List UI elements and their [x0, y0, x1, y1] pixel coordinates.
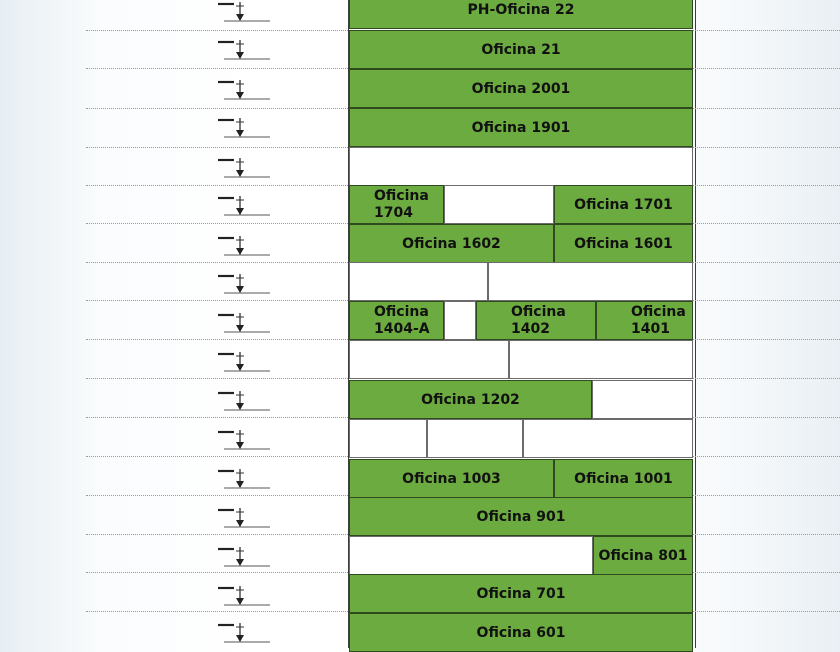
elevation-marker-icon: [214, 234, 274, 258]
office-unit-label: Oficina 1701: [574, 196, 673, 213]
office-unit-occupied: [596, 301, 693, 340]
office-unit-label: Oficina 801: [598, 547, 688, 564]
office-unit-label: Oficina 1602: [402, 235, 501, 252]
office-unit-occupied: [349, 497, 693, 536]
office-unit-occupied: [554, 459, 693, 498]
office-unit-vacant: [349, 340, 509, 379]
office-unit-occupied: [349, 301, 444, 340]
office-unit-label: Oficina 901: [476, 508, 566, 525]
office-unit-occupied: [349, 380, 592, 419]
office-unit-label: Oficina 21: [481, 41, 561, 58]
elevation-marker-icon: [214, 350, 274, 374]
office-unit-occupied: [554, 224, 693, 263]
office-unit-label: Oficina 1901: [471, 119, 571, 136]
elevation-marker-icon: [214, 389, 274, 413]
elevation-marker-icon: [214, 78, 274, 102]
office-unit-occupied: [476, 301, 596, 340]
office-unit-vacant: [349, 419, 427, 458]
office-unit-occupied: [349, 613, 693, 652]
office-unit-vacant: [444, 301, 476, 340]
office-unit-vacant: [523, 419, 693, 458]
office-unit-label: Oficina 1001: [574, 470, 673, 487]
office-unit-label: PH-Oficina 22: [467, 1, 575, 18]
elevation-marker-icon: [214, 428, 274, 452]
elevation-marker-icon: [214, 584, 274, 608]
office-unit-occupied: [349, 574, 693, 613]
office-unit-vacant: [592, 380, 693, 419]
office-unit-vacant: [509, 340, 693, 379]
office-unit-label: Oficina 1003: [402, 470, 501, 487]
office-unit-occupied: [349, 459, 554, 498]
office-unit-vacant: [349, 147, 693, 186]
elevation-marker-icon: [214, 621, 274, 645]
elevation-marker-icon: [214, 545, 274, 569]
office-unit-occupied: [349, 30, 693, 69]
elevation-marker-icon: [214, 272, 274, 296]
elevation-marker-icon: [214, 194, 274, 218]
office-unit-label: Oficina 1402: [511, 304, 566, 337]
office-unit-occupied: [349, 224, 554, 263]
office-unit-vacant: [349, 536, 593, 575]
office-unit-label: Oficina 2001: [471, 80, 571, 97]
office-unit-vacant: [349, 262, 488, 301]
elevation-marker-icon: [214, 156, 274, 180]
office-unit-vacant: [488, 262, 693, 301]
office-unit-label: Oficina 1401: [631, 304, 686, 337]
elevation-marker-icon: [214, 506, 274, 530]
office-unit-occupied: [554, 185, 693, 224]
office-unit-label: Oficina 1601: [574, 235, 673, 252]
elevation-marker-icon: [214, 311, 274, 335]
elevation-marker-icon: [214, 467, 274, 491]
office-unit-label: Oficina 601: [476, 624, 566, 641]
elevation-marker-icon: [214, 38, 274, 62]
office-unit-occupied: [349, 69, 693, 108]
office-unit-occupied: [349, 0, 693, 29]
office-unit-occupied: [593, 536, 693, 575]
office-unit-vacant: [444, 185, 554, 224]
elevation-marker-icon: [214, 0, 274, 24]
office-unit-occupied: [349, 108, 693, 147]
elevation-marker-icon: [214, 116, 274, 140]
office-unit-label: Oficina 1704: [374, 188, 429, 221]
office-unit-occupied: [349, 185, 444, 224]
office-unit-vacant: [427, 419, 523, 458]
office-unit-label: Oficina 1202: [421, 391, 520, 408]
office-unit-label: Oficina 1404-A: [374, 304, 430, 337]
office-unit-label: Oficina 701: [476, 585, 566, 602]
